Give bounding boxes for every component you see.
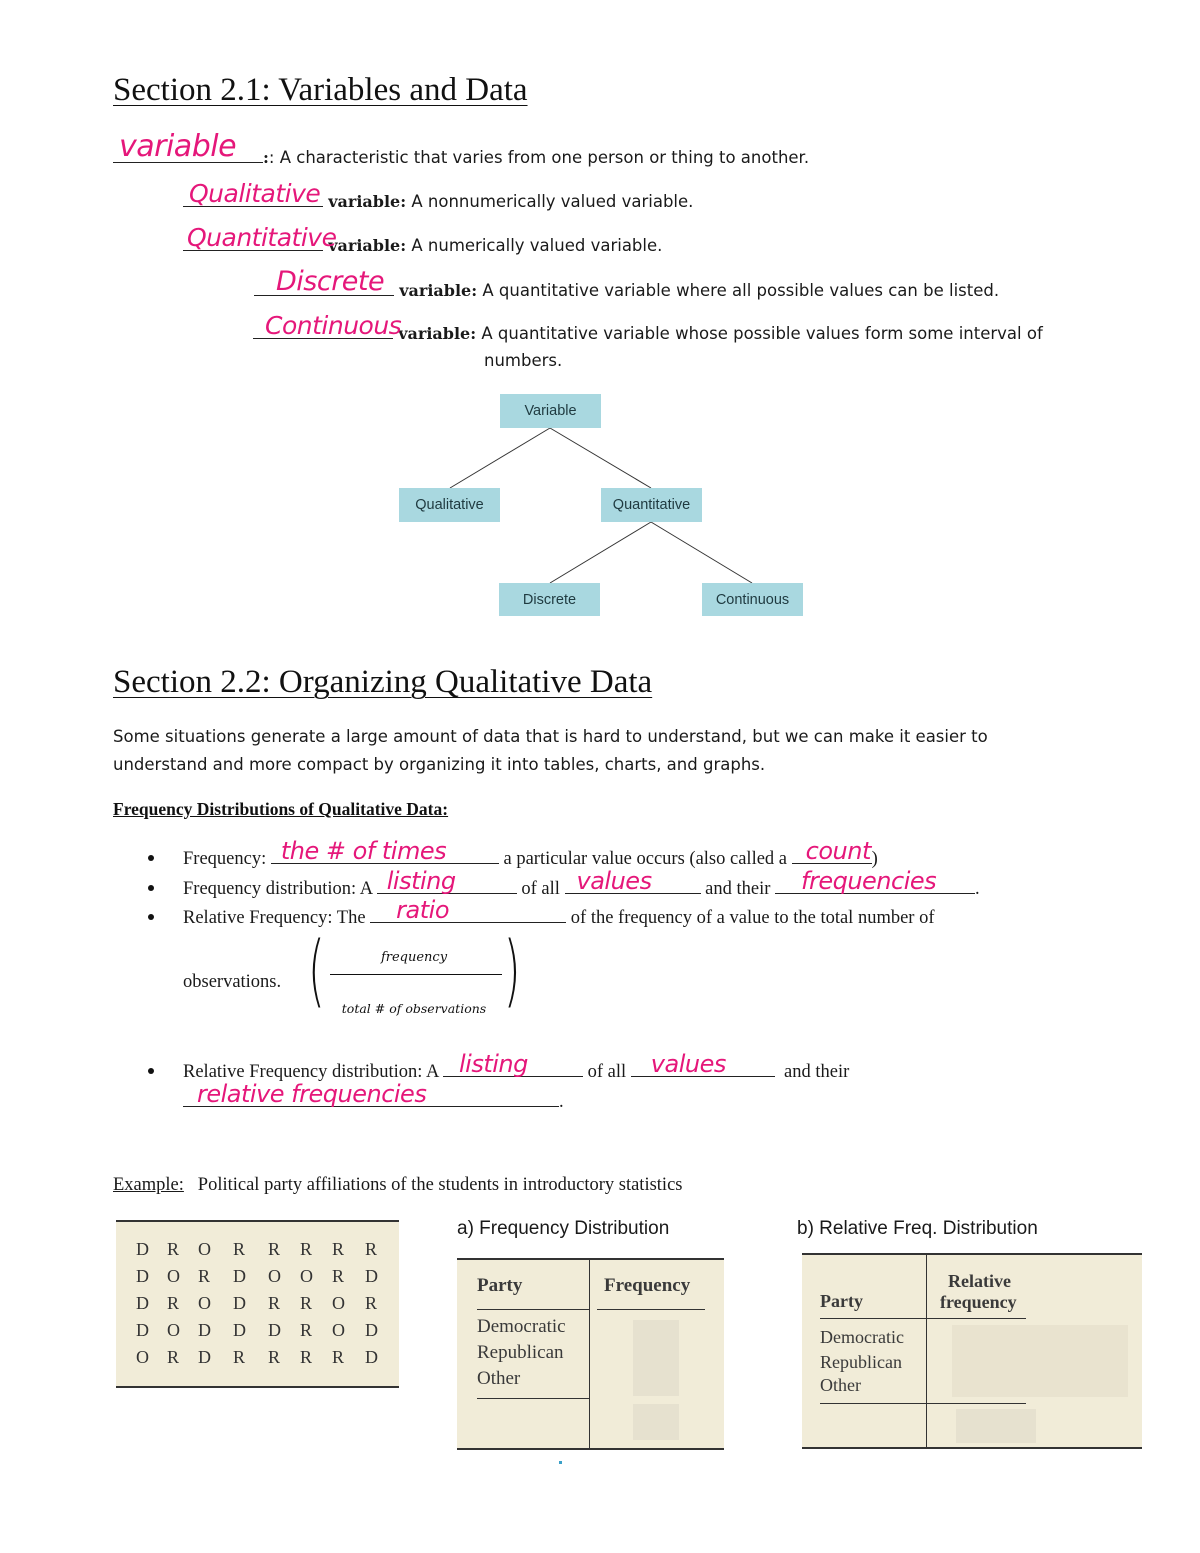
rule: [457, 1448, 724, 1450]
node-qualitative: Qualitative: [399, 488, 500, 522]
rule: [457, 1258, 724, 1260]
grid-cell: R: [332, 1347, 345, 1367]
handwritten-answer: listing: [386, 867, 456, 895]
frequency-table: [457, 1258, 724, 1450]
connector-line: [450, 428, 550, 488]
text: a particular value occurs (also called a: [498, 849, 792, 869]
definition-label: variable:: [328, 236, 407, 255]
text: of the frequency of a value to the total number of: [566, 908, 935, 928]
handwritten-answer: frequencies: [801, 867, 937, 895]
header-party: Party: [477, 1275, 523, 1296]
grid-cell: R: [300, 1293, 313, 1313]
grid-cell: O: [167, 1320, 180, 1340]
grid-cell: O: [167, 1266, 180, 1286]
row-other: Other: [477, 1368, 521, 1389]
definition-text: A numerically valued variable.: [406, 236, 663, 255]
handwritten-answer: Quantitative: [187, 223, 337, 252]
connector-line: [651, 522, 752, 583]
blank-cell: [633, 1320, 679, 1396]
fraction-denominator: total # of observations: [341, 1001, 487, 1016]
grid-cell: D: [233, 1293, 246, 1313]
handwritten-answer: listing: [459, 1050, 528, 1078]
grid-cell: R: [332, 1239, 345, 1259]
data-grid-box: [116, 1220, 399, 1388]
rule: [802, 1253, 1142, 1255]
handwritten-answer: variable: [119, 129, 237, 164]
grid-cell: O: [198, 1239, 211, 1259]
table-b-caption: b) Relative Freq. Distribution: [797, 1218, 1038, 1239]
grid-cell: R: [198, 1266, 211, 1286]
bullet-dot: [148, 1068, 154, 1074]
grid-cell: R: [167, 1239, 180, 1259]
fraction-numerator: frequency: [380, 950, 448, 965]
handwritten-answer: values: [650, 1050, 726, 1078]
grid-top-rule: [116, 1220, 399, 1222]
grid-cell: R: [167, 1347, 180, 1367]
row-republican: Republican: [477, 1342, 564, 1363]
header-party: Party: [820, 1291, 863, 1311]
grid-cell: D: [365, 1266, 378, 1286]
grid-bottom-rule: [116, 1386, 399, 1388]
grid-cell: R: [233, 1347, 246, 1367]
bullet-relative-frequency-distribution-cont: [183, 1080, 564, 1113]
relative-frequency-table: [802, 1253, 1142, 1449]
grid-cell: O: [332, 1293, 345, 1313]
handwritten-answer: Qualitative: [189, 179, 321, 208]
handwritten-answer: ratio: [396, 896, 450, 924]
grid-cell: R: [332, 1266, 345, 1286]
grid-cell: R: [233, 1239, 246, 1259]
grid-cell: R: [300, 1347, 313, 1367]
definition-variable: variable :: A characteristic that varies from one person or thing to another.: [113, 144, 809, 167]
example-label: Example:: [113, 1175, 184, 1195]
grid-cell: D: [233, 1266, 246, 1286]
rule: [802, 1447, 1142, 1449]
text: Frequency distribution: A: [183, 879, 377, 899]
handwritten-answer: relative frequencies: [197, 1080, 427, 1108]
grid-cell: R: [167, 1293, 180, 1313]
handwritten-answer: count: [805, 837, 871, 865]
section-2-2-title: Section 2.2: Organizing Qualitative Data: [113, 664, 653, 700]
node-variable: Variable: [500, 394, 601, 428]
rule: [820, 1318, 926, 1319]
intro-line-2: understand and more compact by organizing it into tables, charts, and graphs.: [113, 755, 766, 774]
left-paren: (: [308, 926, 325, 1016]
grid-cell: D: [198, 1320, 211, 1340]
table-a-caption: a) Frequency Distribution: [457, 1218, 670, 1239]
column-divider: [589, 1258, 590, 1450]
grid-cell: O: [198, 1293, 211, 1313]
header-frequency: frequency: [940, 1292, 1017, 1312]
rule: [477, 1398, 589, 1399]
text: .: [559, 1092, 564, 1112]
grid-cell: O: [268, 1266, 281, 1286]
grid-cell: D: [136, 1293, 149, 1313]
bullet-frequency: [183, 837, 878, 870]
rule: [820, 1403, 1026, 1404]
text: of all: [583, 1062, 631, 1082]
bullet-dot: [148, 885, 154, 891]
grid-cell: O: [300, 1266, 313, 1286]
text: and their: [700, 879, 776, 899]
observations-label: observations.: [183, 972, 282, 992]
text: of all: [516, 879, 565, 899]
row-democratic: Democratic: [477, 1316, 566, 1337]
definition-text: A quantitative variable whose possible values form some interval of: [476, 324, 1043, 343]
connector-line: [550, 428, 651, 488]
grid-cell: D: [268, 1320, 281, 1340]
grid-cell: O: [332, 1320, 345, 1340]
grid-cell: D: [198, 1347, 211, 1367]
blank-cell: [633, 1404, 679, 1440]
intro-line-1: Some situations generate a large amount of data that is hard to understand, but we can make it easier to: [113, 727, 988, 746]
blank-cell: [956, 1409, 1036, 1443]
node-quantitative: Quantitative: [601, 488, 702, 522]
section-2-1-title: Section 2.1: Variables and Data: [113, 72, 528, 108]
fraction: [308, 926, 520, 1024]
rule: [477, 1309, 589, 1310]
grid-cell: R: [300, 1239, 313, 1259]
text: Relative Frequency: The: [183, 908, 371, 928]
node-discrete: Discrete: [499, 583, 600, 616]
fraction-bar: [330, 974, 502, 975]
definition-label: variable:: [398, 324, 477, 343]
grid-cell: R: [268, 1239, 281, 1259]
text: Relative Frequency distribution: A: [183, 1062, 443, 1082]
definition-continuation: numbers.: [484, 351, 563, 370]
bullet-relative-frequency: [183, 896, 935, 929]
rule: [597, 1309, 705, 1310]
example-text: Political party affiliations of the students in introductory statistics: [197, 1175, 683, 1195]
column-divider: [926, 1253, 927, 1449]
grid-cell: D: [233, 1320, 246, 1340]
handwritten-answer: Continuous: [265, 311, 402, 340]
blank-cell: [952, 1325, 1128, 1397]
answer-blank: [443, 1050, 583, 1078]
text: ): [871, 849, 878, 869]
answer-blank: [377, 867, 517, 895]
grid-cell: D: [365, 1347, 378, 1367]
answer-blank: [792, 837, 872, 865]
bullet-frequency-distribution: [183, 867, 980, 900]
bullet-dot: [148, 855, 154, 861]
definition-text: A quantitative variable where all possible values can be listed.: [477, 281, 1000, 300]
stray-dot: [559, 1461, 562, 1464]
answer-blank: [271, 837, 499, 865]
right-paren: ): [503, 926, 520, 1016]
grid-cell: R: [268, 1293, 281, 1313]
definition-text: A nonnumerically valued variable.: [406, 192, 694, 211]
handwritten-answer: values: [576, 867, 652, 895]
text: and their: [779, 1062, 850, 1082]
rule: [926, 1318, 1026, 1319]
grid-cell: D: [136, 1320, 149, 1340]
answer-blank: [370, 896, 566, 924]
definition-label: variable:: [399, 281, 478, 300]
node-continuous: Continuous: [702, 583, 803, 616]
answer-blank: [183, 1080, 559, 1108]
definition-text: : A characteristic that varies from one person or thing to another.: [268, 148, 810, 167]
grid-cell: R: [365, 1293, 378, 1313]
text: .: [975, 879, 980, 899]
handwritten-answer: the # of times: [280, 837, 447, 865]
example-line: [113, 1175, 682, 1196]
connector-line: [550, 522, 651, 583]
grid-cell: R: [300, 1320, 313, 1340]
grid-cell: D: [365, 1320, 378, 1340]
grid-cell: R: [268, 1347, 281, 1367]
definition-label: variable:: [328, 192, 407, 211]
header-frequency: Frequency: [604, 1275, 691, 1296]
handwritten-answer: Discrete: [276, 266, 385, 297]
subheading: Frequency Distributions of Qualitative Data:: [113, 799, 449, 819]
bullet-dot: [148, 914, 154, 920]
grid-cell: O: [136, 1347, 149, 1367]
grid-cell: R: [365, 1239, 378, 1259]
row-other: Other: [820, 1375, 861, 1395]
grid-cell: D: [136, 1239, 149, 1259]
answer-blank: [775, 867, 975, 895]
tree-connectors: [0, 0, 1200, 640]
header-relative: Relative: [948, 1271, 1011, 1291]
row-republican: Republican: [820, 1352, 902, 1372]
row-democratic: Democratic: [820, 1327, 904, 1347]
answer-blank: [631, 1050, 775, 1078]
text: Frequency:: [183, 849, 271, 869]
answer-blank: [565, 867, 701, 895]
grid-cell: D: [136, 1266, 149, 1286]
